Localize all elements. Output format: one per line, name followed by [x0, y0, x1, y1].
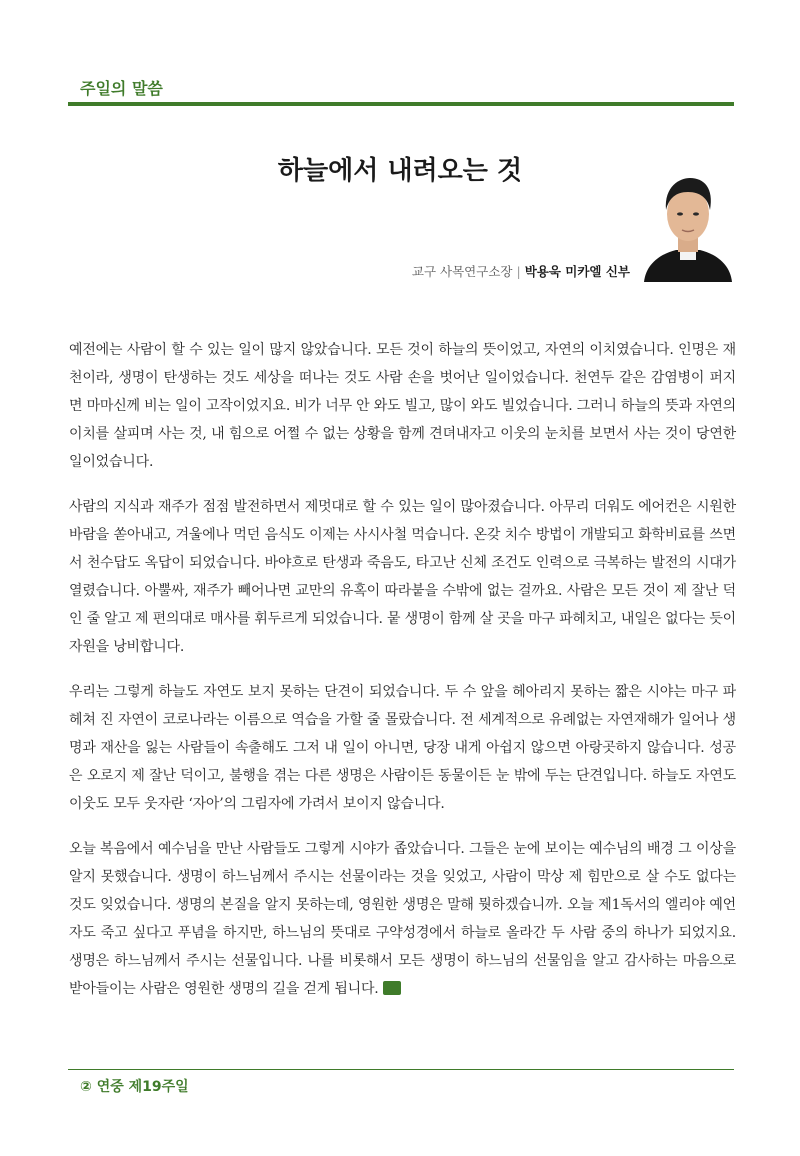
- byline-separator: |: [516, 264, 521, 279]
- article-title: 하늘에서 내려오는 것: [277, 156, 523, 186]
- paragraph-text: 오늘 복음에서 예수님을 만난 사람들도 그렇게 시야가 좁았습니다. 그들은 눈에 보이는 예수님의 배경 그 이상을 알지 못했습니다. 생명이 하느님께서 주시는 선물이라는 것을 잊었고, 사람이 막상 제 힘만으로 살 수도 없다는 것도 잊었습니다. 생명의 본질을 알지 못하는데, 영원한 생명은 말해 뭣하겠습니까. 오늘 제1독서의 엘리야 예언자도 죽고 싶다고 푸념을 하지만, 하느님의 뜻대로 구약성경에서 하늘로 올라간 두 사람 중의 하나가 되었지요. 생명은 하느님께서 주시는 선물입니다. 나를 비롯해서 모든 생명이 하느님의 선물임을 알고 감사하는 마음으로 받아들이는 사람은 영원한 생명의 길을 걷게 됩니다.: [69, 841, 736, 997]
- end-mark-icon: [383, 981, 401, 995]
- author-name: 박용욱 미카엘 신부: [524, 264, 630, 279]
- header-divider: [68, 102, 734, 106]
- author-role: 교구 사목연구소장: [411, 264, 513, 279]
- section-label: 주일의 말씀: [80, 79, 163, 98]
- paragraph: 우리는 그렇게 하늘도 자연도 보지 못하는 단견이 되었습니다. 두 수 앞을 헤아리지 못하는 짧은 시야는 마구 파헤쳐 진 자연이 코로나라는 이름으로 역습을 가할 줄 몰랐습니다. 전 세계적으로 유례없는 자연재해가 일어나 생명과 재산을 잃는 사람들이 속출해도 그저 내 일이 아니면, 당장 내게 아쉽지 않으면 아랑곳하지 않습니다. 성공은 오로지 제 잘난 덕이고, 불행을 겪는 다른 생명은 사람이든 동물이든 눈 밖에 두는 단견입니다. 하늘도 자연도 이웃도 모두 웃자란 ‘자아’의 그림자에 가려서 보이지 않습니다.: [69, 684, 736, 812]
- footer-divider: [68, 1069, 734, 1070]
- article-body: [69, 336, 736, 1020]
- author-portrait: [640, 168, 736, 282]
- paragraph: 사람의 지식과 재주가 점점 발전하면서 제멋대로 할 수 있는 일이 많아졌습니다. 아무리 더워도 에어컨은 시원한 바람을 쏟아내고, 겨울에나 먹던 음식도 이제는 사시사철 먹습니다. 온갖 치수 방법이 개발되고 화학비료를 쓰면서 천수답도 옥답이 되었습니다. 바야흐로 탄생과 죽음도, 타고난 신체 조건도 인력으로 극복하는 발전의 시대가 열렸습니다. 아뿔싸, 재주가 빼어나면 교만의 유혹이 따라붙을 수밖에 없는 걸까요. 사람은 모든 것이 제 잘난 덕인 줄 알고 제 편의대로 매사를 휘두르게 되었습니다. 뭍 생명이 함께 살 곳을 마구 파헤치고, 내일은 없다는 듯이 자원을 낭비합니다.: [69, 499, 737, 655]
- author-byline: [412, 262, 630, 280]
- paragraph: [69, 835, 736, 1003]
- page-label: ② 연중 제19주일: [80, 1079, 189, 1095]
- paragraph: 예전에는 사람이 할 수 있는 일이 많지 않았습니다. 모든 것이 하늘의 뜻이었고, 자연의 이치였습니다. 인명은 재천이라, 생명이 탄생하는 것도 세상을 떠나는 것도 사람 손을 벗어난 일이었습니다. 천연두 같은 감염병이 퍼지면 마마신께 비는 일이 고작이었지요. 비가 너무 안 와도 빌고, 많이 와도 빌었습니다. 그러니 하늘의 뜻과 자연의 이치를 살피며 사는 것, 내 힘으로 어쩔 수 없는 상황을 함께 견뎌내자고 이웃의 눈치를 보면서 사는 것이 당연한 일이었습니다.: [69, 342, 737, 470]
